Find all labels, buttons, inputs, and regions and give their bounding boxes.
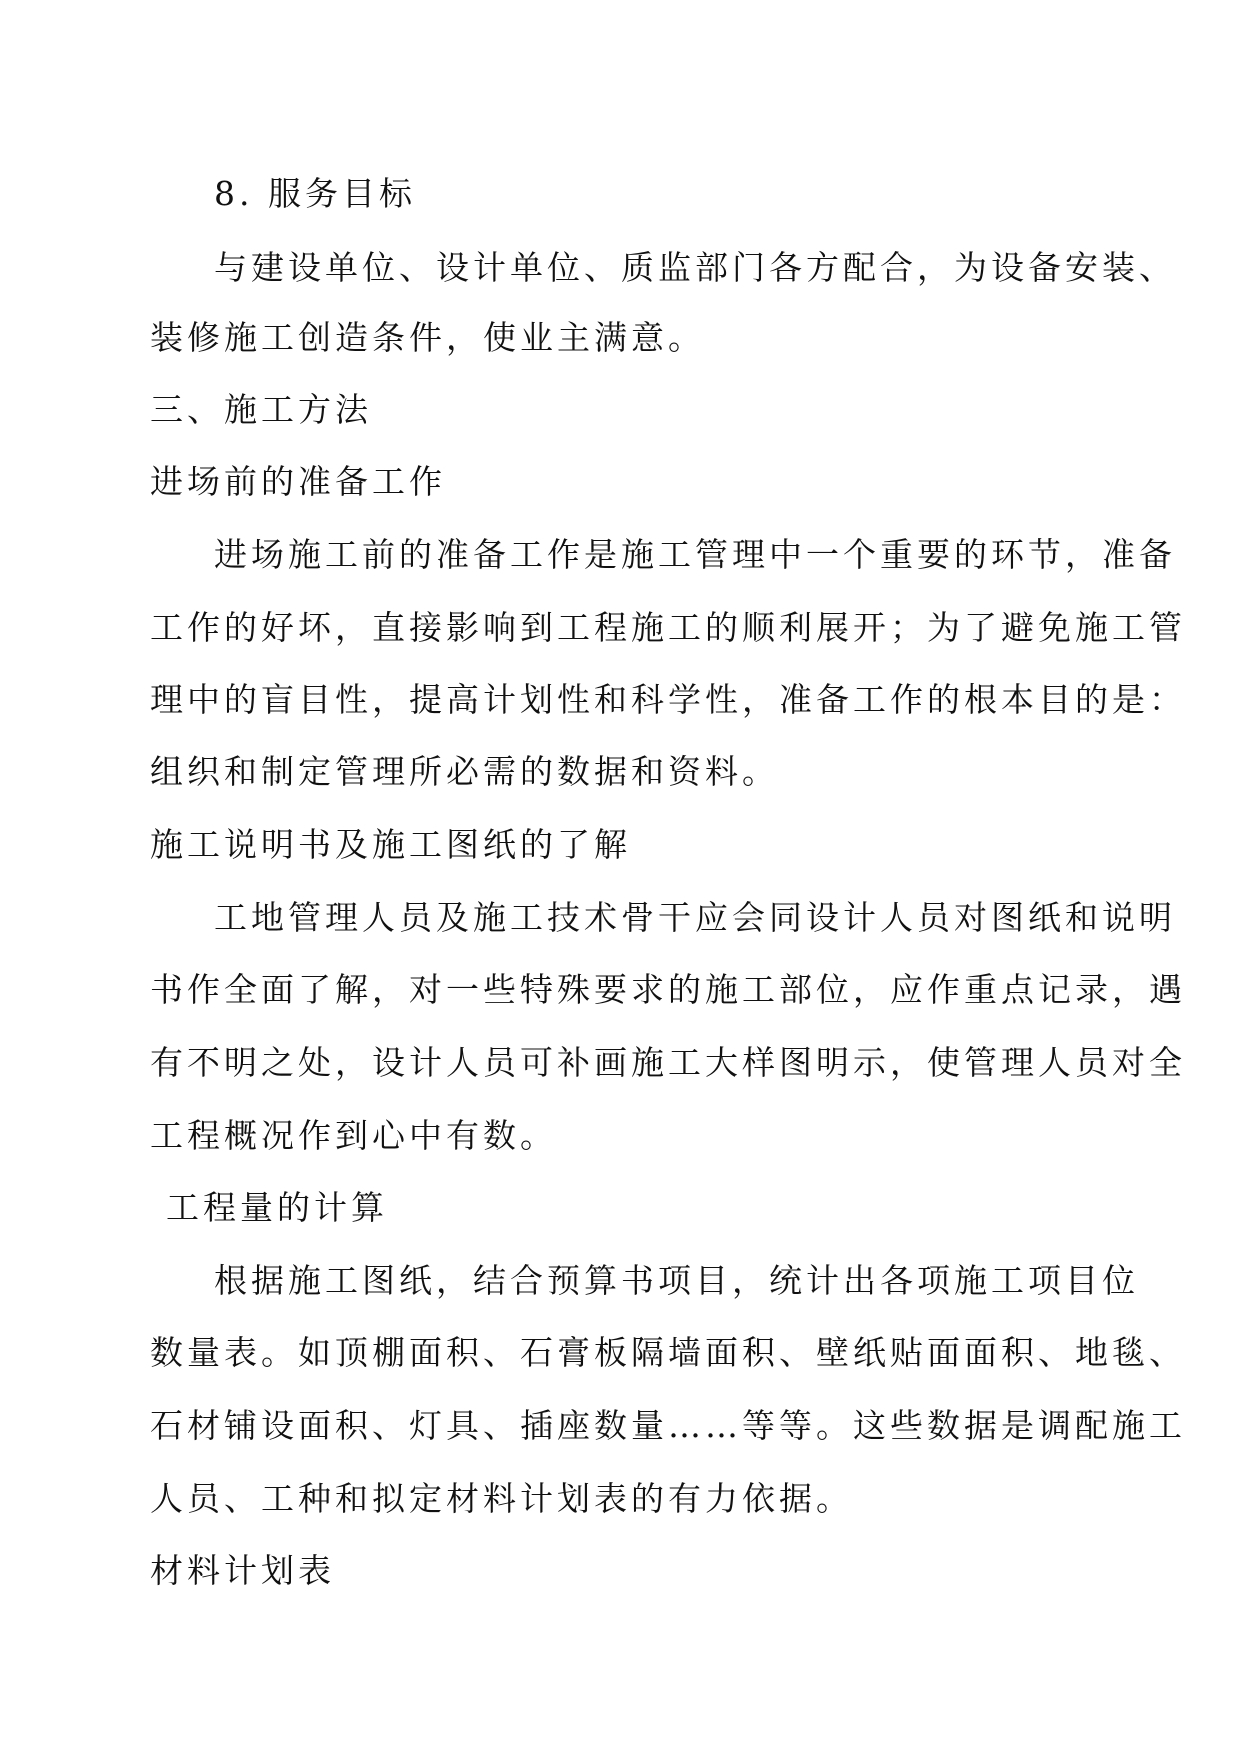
paragraph-line: 与建设单位、设计单位、质监部门各方配合，为设备安装、: [214, 248, 1176, 287]
section-heading-service-goal: 8. 服务目标: [214, 174, 416, 213]
section-heading-construction-method: 三、施工方法: [150, 390, 372, 429]
paragraph-line: 工作的好坏，直接影响到工程施工的顺利展开；为了避免施工管: [150, 608, 1186, 647]
paragraph-line: 人员、工种和拟定材料计划表的有力依据。: [150, 1479, 853, 1518]
paragraph-line: 书作全面了解，对一些特殊要求的施工部位，应作重点记录，遇: [150, 970, 1186, 1009]
paragraph-line: 装修施工创造条件，使业主满意。: [150, 318, 705, 357]
subheading-material-plan: 材料计划表: [150, 1551, 335, 1590]
paragraph-line: 数量表。如顶棚面积、石膏板隔墙面积、壁纸贴面面积、地毯、: [150, 1333, 1186, 1372]
paragraph-line: 理中的盲目性，提高计划性和科学性，准备工作的根本目的是：: [150, 680, 1186, 719]
subheading-preparation: 进场前的准备工作: [150, 462, 446, 501]
subheading-drawings: 施工说明书及施工图纸的了解: [150, 825, 631, 864]
paragraph-line: 根据施工图纸，结合预算书项目，统计出各项施工项目位: [214, 1261, 1139, 1300]
paragraph-line: 进场施工前的准备工作是施工管理中一个重要的环节，准备: [214, 535, 1176, 574]
paragraph-line: 工地管理人员及施工技术骨干应会同设计人员对图纸和说明: [214, 898, 1176, 937]
paragraph-line: 工程概况作到心中有数。: [150, 1116, 557, 1155]
paragraph-line: 有不明之处，设计人员可补画施工大样图明示，使管理人员对全: [150, 1043, 1186, 1082]
subheading-quantity: 工程量的计算: [166, 1188, 388, 1227]
paragraph-line: 组织和制定管理所必需的数据和资料。: [150, 752, 779, 791]
paragraph-line: 石材铺设面积、灯具、插座数量……等等。这些数据是调配施工: [150, 1406, 1186, 1445]
